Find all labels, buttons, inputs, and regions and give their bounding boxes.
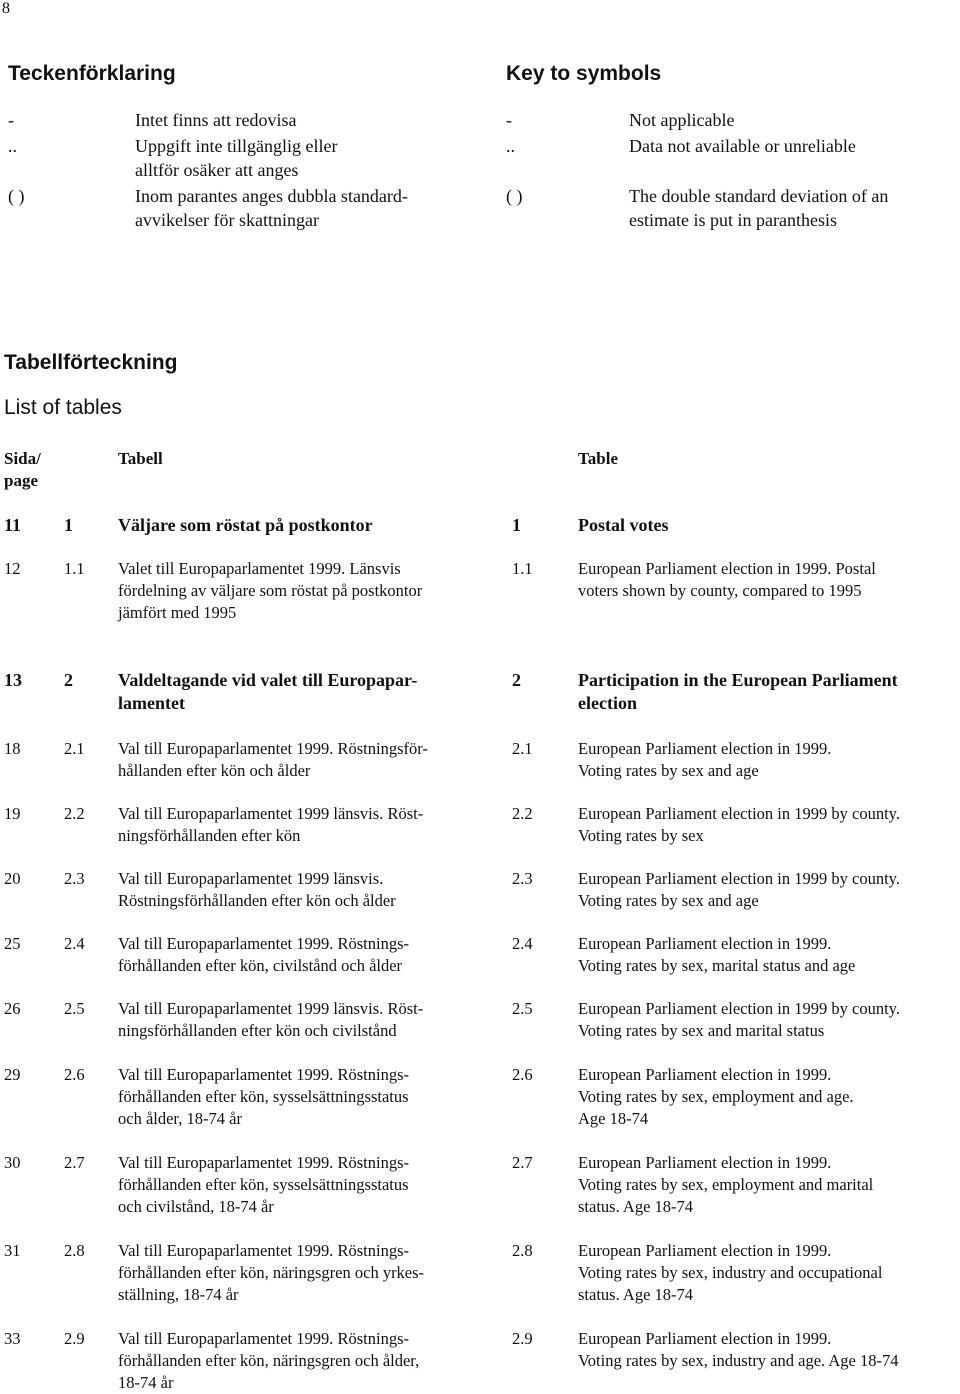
row-number-en: 2.9: [512, 1329, 533, 1348]
row-page: 20: [4, 869, 21, 888]
section-number-en: 2: [512, 670, 521, 690]
row-number-en: 1.1: [512, 559, 533, 578]
row-number-en: 2.5: [512, 999, 533, 1018]
key-text: Inom parantes anges dubbla standard- avvikelser för skattningar: [135, 186, 408, 230]
section-title-sv: Väljare som röstat på postkontor: [118, 515, 373, 535]
row-title-en: European Parliament election in 1999. Voting rates by sex, employment and age. Age 18-74: [578, 1065, 854, 1128]
key-symbol: ..: [8, 136, 17, 156]
section-title-en: Participation in the European Parliament election: [578, 670, 898, 713]
row-title-en: European Parliament election in 1999. Voting rates by sex and age: [578, 739, 832, 780]
key-text: Not applicable: [629, 110, 735, 130]
key-symbol: ( ): [8, 186, 25, 206]
section-title-en: Postal votes: [578, 515, 669, 535]
row-title-en: European Parliament election in 1999 by county. Voting rates by sex and age: [578, 869, 900, 910]
row-page: 29: [4, 1065, 21, 1084]
key-symbol: -: [8, 110, 14, 130]
toc-title-sv: Tabellförteckning: [4, 351, 178, 374]
toc-title-en: List of tables: [4, 396, 122, 419]
row-title-en: European Parliament election in 1999. Voting rates by sex, employment and marital status. Age 18-74: [578, 1153, 874, 1216]
section-number: 1: [64, 515, 73, 535]
row-number: 2.7: [64, 1153, 85, 1172]
row-number: 2.6: [64, 1065, 85, 1084]
key-title-en: Key to symbols: [506, 62, 662, 85]
row-number-en: 2.6: [512, 1065, 533, 1084]
row-title-en: European Parliament election in 1999. Voting rates by sex, marital status and age: [578, 934, 856, 975]
key-text: Data not available or unreliable: [629, 136, 856, 156]
row-title-sv: Val till Europaparlamentet 1999. Röstnings- förhållanden efter kön, näringsgren och yrkes- ställning, 18-74 år: [118, 1241, 425, 1304]
page-number: 8: [2, 0, 10, 17]
row-number: 2.5: [64, 999, 85, 1018]
row-title-sv: Val till Europaparlamentet 1999. Röstnings- förhållanden efter kön, sysselsättningsstatus och ålder, 18-74 år: [118, 1065, 409, 1128]
row-number: 1.1: [64, 559, 85, 578]
row-title-sv: Val till Europaparlamentet 1999. Röstnings- förhållanden efter kön, civilstånd och ålder: [118, 934, 409, 975]
row-page: 26: [4, 999, 21, 1018]
column-header-table-en: Table: [578, 449, 619, 468]
column-header-table-sv: Tabell: [118, 449, 163, 468]
row-number-en: 2.2: [512, 804, 533, 823]
key-text: The double standard deviation of an estimate is put in paranthesis: [629, 186, 889, 230]
row-number: 2.9: [64, 1329, 85, 1348]
section-number: 2: [64, 670, 73, 690]
row-page: 12: [4, 559, 21, 578]
key-text: Uppgift inte tillgänglig eller alltför osäker att anges: [135, 136, 338, 180]
row-title-en: European Parliament election in 1999 by county. Voting rates by sex and marital status: [578, 999, 900, 1040]
row-page: 33: [4, 1329, 21, 1348]
row-page: 31: [4, 1241, 21, 1260]
row-number-en: 2.3: [512, 869, 533, 888]
row-title-en: European Parliament election in 1999. Voting rates by sex, industry and age. Age 18-74: [578, 1329, 899, 1370]
row-number-en: 2.8: [512, 1241, 533, 1260]
row-title-sv: Valet till Europaparlamentet 1999. Länsvis fördelning av väljare som röstat på postkontor jämfört med 1995: [118, 559, 423, 622]
row-title-sv: Val till Europaparlamentet 1999 länsvis. Röst- ningsförhållanden efter kön och civilstånd: [118, 999, 424, 1040]
key-title-sv: Teckenförklaring: [8, 62, 176, 85]
row-title-sv: Val till Europaparlamentet 1999 länsvis. Röst- ningsförhållanden efter kön: [118, 804, 424, 845]
key-symbol: ( ): [506, 186, 523, 206]
section-title-sv: Valdeltagande vid valet till Europapar- lamentet: [118, 670, 418, 713]
row-title-sv: Val till Europaparlamentet 1999. Röstnings- förhållanden efter kön, näringsgren och ålder, 18-74 år: [118, 1329, 420, 1392]
section-page: 11: [4, 515, 22, 535]
row-page: 25: [4, 934, 21, 953]
key-symbol: ..: [506, 136, 515, 156]
row-page: 30: [4, 1153, 21, 1172]
column-header-page: Sida/ page: [4, 449, 41, 490]
row-number: 2.2: [64, 804, 85, 823]
row-title-sv: Val till Europaparlamentet 1999 länsvis. Röstningsförhållanden efter kön och ålder: [118, 869, 396, 910]
row-number: 2.1: [64, 739, 85, 758]
row-number: 2.4: [64, 934, 85, 953]
row-number-en: 2.1: [512, 739, 533, 758]
row-title-sv: Val till Europaparlamentet 1999. Röstningsför- hållanden efter kön och ålder: [118, 739, 428, 780]
row-title-en: European Parliament election in 1999 by county. Voting rates by sex: [578, 804, 900, 845]
row-number: 2.8: [64, 1241, 85, 1260]
key-text: Intet finns att redovisa: [135, 110, 297, 130]
key-symbol: -: [506, 110, 512, 130]
row-title-en: European Parliament election in 1999. Voting rates by sex, industry and occupational status. Age 18-74: [578, 1241, 883, 1304]
row-number-en: 2.4: [512, 934, 533, 953]
row-number-en: 2.7: [512, 1153, 533, 1172]
row-number: 2.3: [64, 869, 85, 888]
row-page: 18: [4, 739, 21, 758]
section-page: 13: [4, 670, 22, 690]
row-page: 19: [4, 804, 21, 823]
row-title-sv: Val till Europaparlamentet 1999. Röstnings- förhållanden efter kön, sysselsättningsstatus och civilstånd, 18-74 år: [118, 1153, 409, 1216]
row-title-en: European Parliament election in 1999. Postal voters shown by county, compared to 1995: [578, 559, 876, 600]
section-number-en: 1: [512, 515, 521, 535]
